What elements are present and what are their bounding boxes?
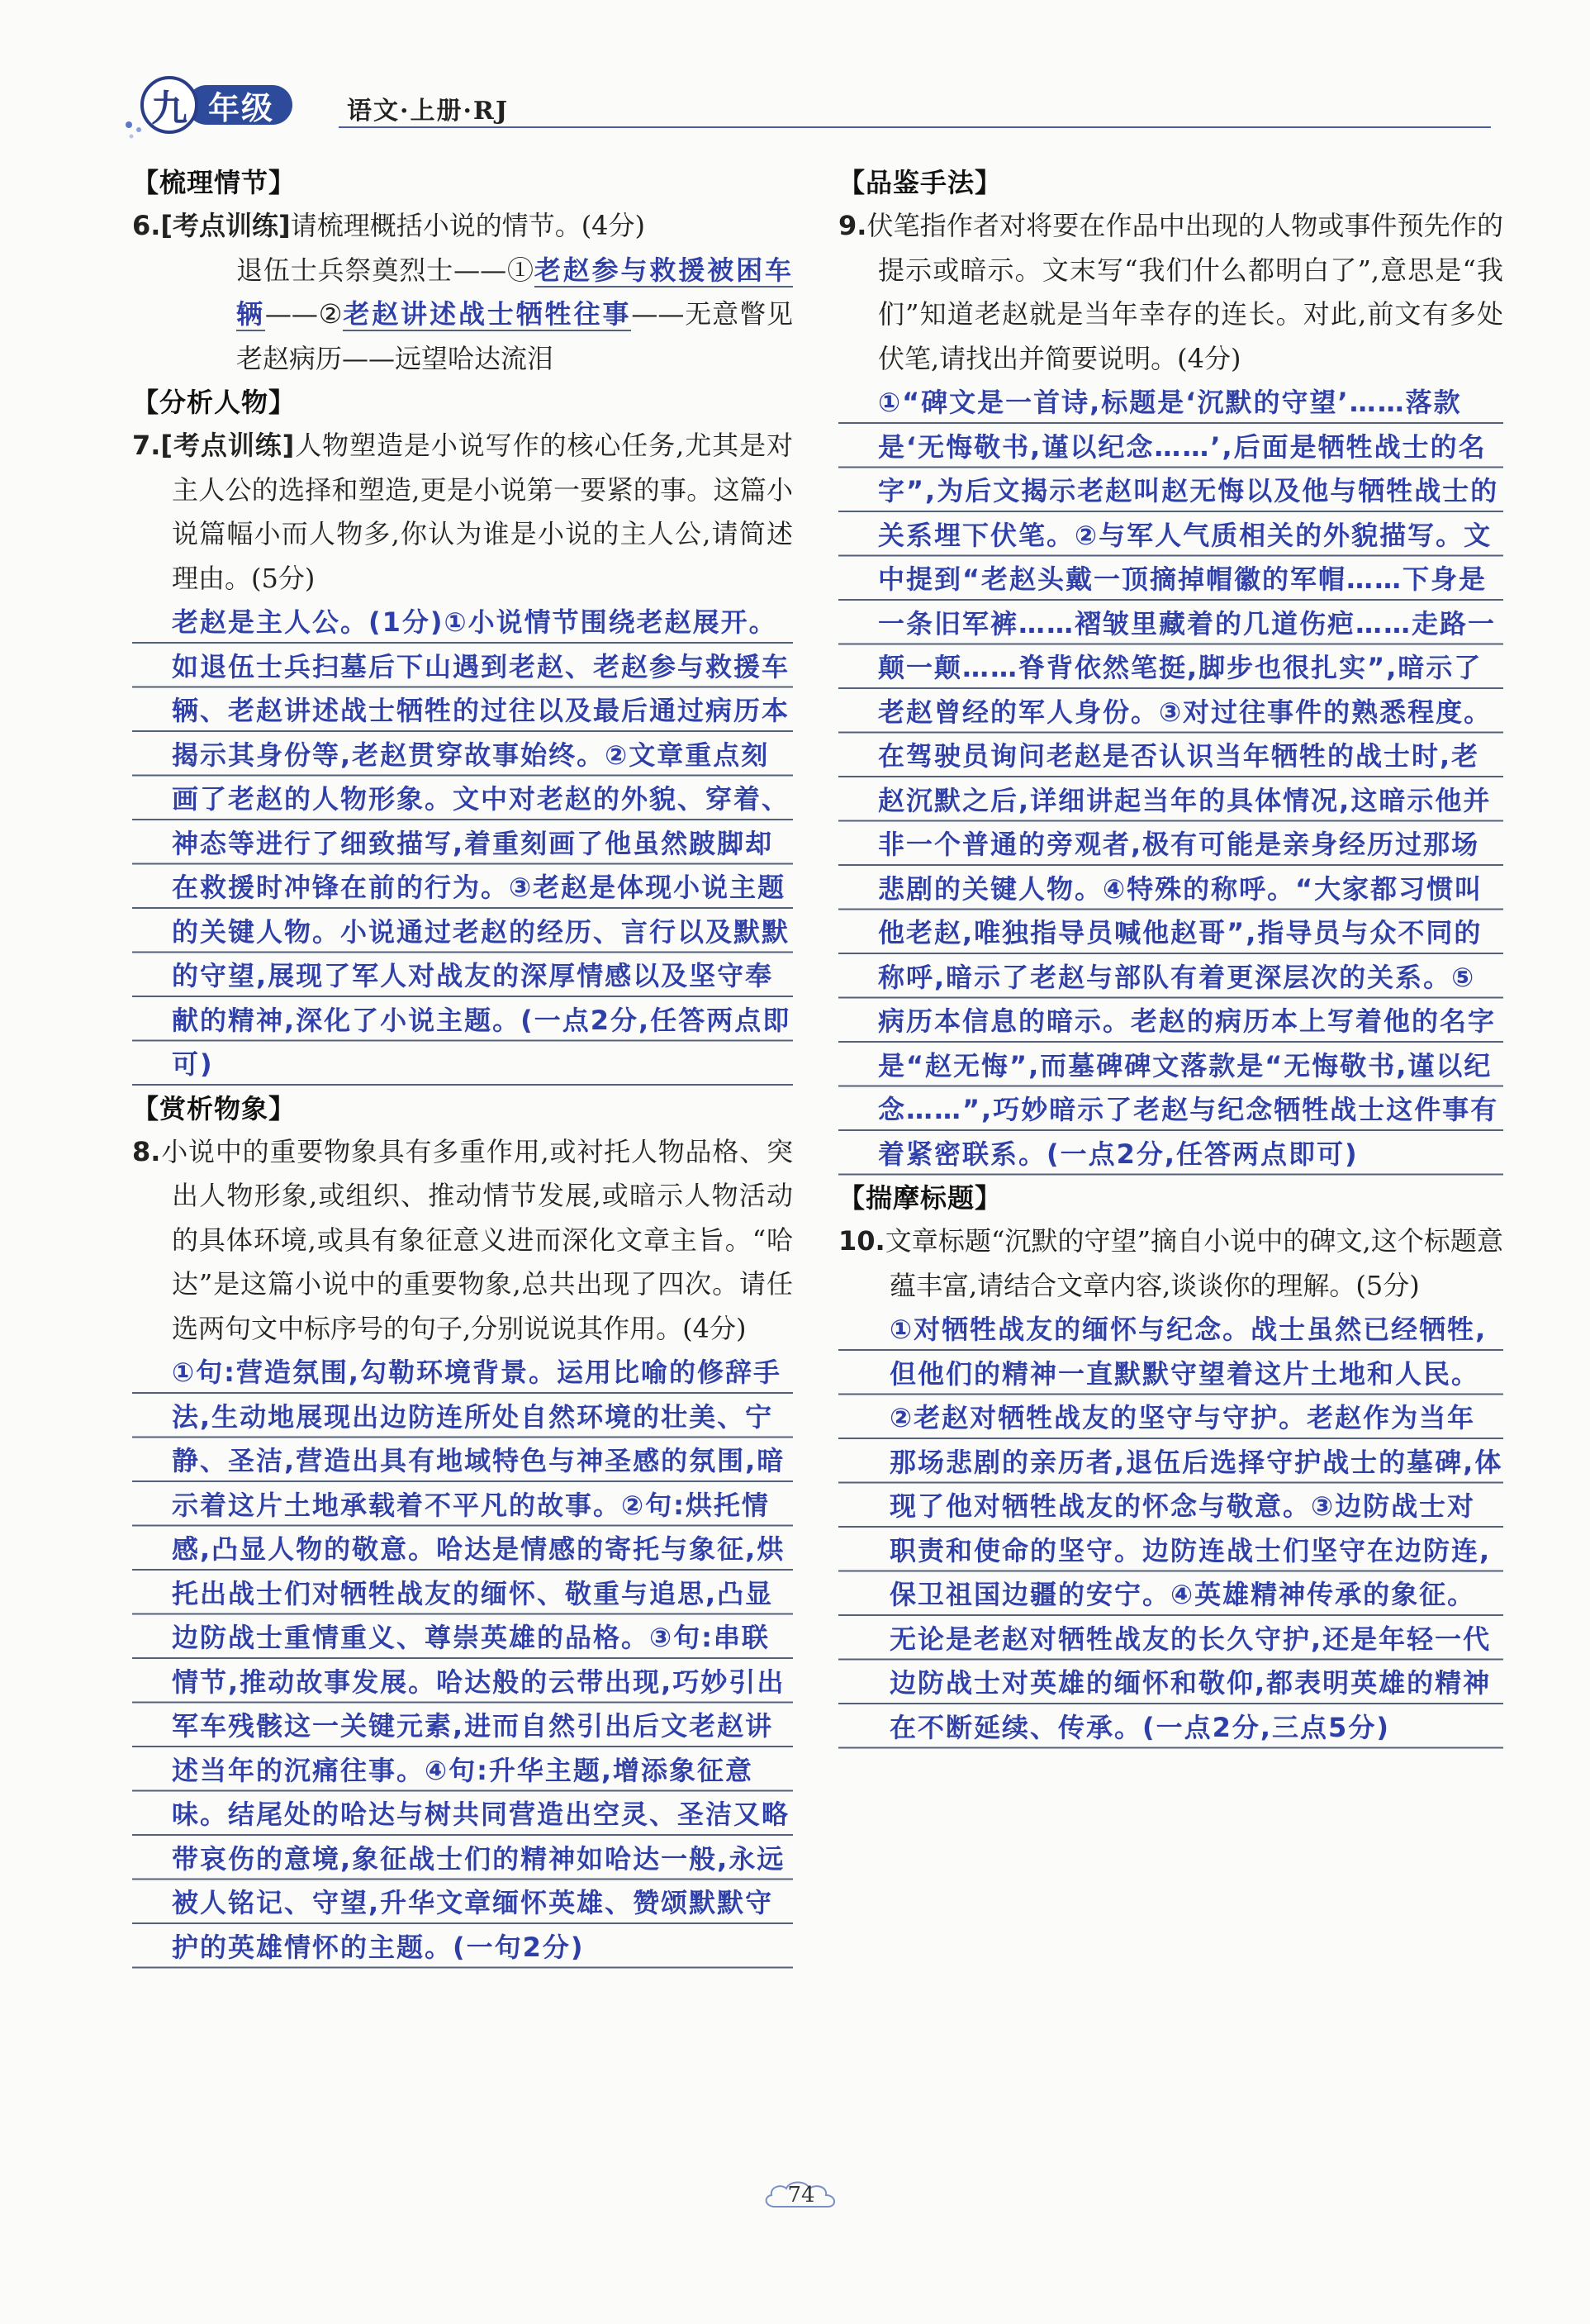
plot-answer-1: 老赵参与救援被困车辆 (236, 254, 793, 330)
question-number: 8. (132, 1135, 161, 1167)
question-text: 伏笔指作者对将要在作品中出现的人物或事件预先作的提示或暗示。文末写“我们什么都明白了”,意思是“我们”知道老赵就是当年幸存的连长。对此,前文有多处伏笔,请找出并简要说明。(4分) (866, 210, 1503, 374)
plot-text: ——② (264, 298, 344, 330)
grade-char: 九 (140, 76, 198, 134)
plot-answer-2: 老赵讲述战士牺牲往事 (343, 298, 632, 330)
page-number-badge (760, 2177, 842, 2213)
question-7 (132, 424, 793, 601)
plot-text: ——无意瞥见老赵病历——远望哈达流泪 (236, 298, 793, 374)
subject-title: 语文·上册·RJ (347, 97, 510, 126)
dots-icon (124, 118, 149, 143)
answer-7: 老赵是主人公。(1分)①小说情节围绕老赵展开。如退伍士兵扫墓后下山遇到老赵、老赵参与救援车辆、老赵讲述战士牺牲的过往以及最后通过病历本揭示其身份等,老赵贯穿故事始终。②文章重点刻画了老赵的人物形象。文中对老赵的外貌、穿着、神态等进行了细致描写,着重刻画了他虽然跛脚却在救援时冲锋在前的行为。③老赵是体现小说主题的关键人物。小说通过老赵的经历、言行以及默默的守望,展现了军人对战友的深厚情感以及坚守奉献的精神,深化了小说主题。(一点2分,任答两点即可) (132, 601, 793, 1087)
question-number: 10. (838, 1225, 885, 1257)
plot-line-1 (132, 249, 793, 382)
answer-9: ①“碑文是一首诗,标题是‘沉默的守望’……落款是‘无悔敬书,谨以纪念……’,后面是牺牲战士的名字”,为后文揭示老赵叫赵无悔以及他与牺牲战士的关系埋下伏笔。②与军人气质相关的外貌描写。文中提到“老赵头戴一顶摘掉帽徽的军帽……下身是一条旧军裤……褶皱里藏着的几道伤疤……走路一颠一颠……脊背依然笔挺,脚步也很扎实”,暗示了老赵曾经的军人身份。③对过往事件的熟悉程度。在驾驶员询问老赵是否认识当年牺牲的战士时,老赵沉默之后,详细讲起当年的具体情况,这暗示他并非一个普通的旁观者,极有可能是亲身经历过那场悲剧的关键人物。④特殊的称呼。“大家都习惯叫他老赵,唯独指导员喊他赵哥”,指导员与众不同的称呼,暗示了老赵与部队有着更深层次的关系。⑤病历本信息的暗示。老赵的病历本上写着他的名字是“赵无悔”,而墓碑碑文落款是“无悔敬书,谨以纪念……”,巧妙暗示了老赵与纪念牺牲战士这件事有着紧密联系。(一点2分,任答两点即可) (838, 381, 1503, 1176)
question-text: 请梳理概括小说的情节。(4分) (290, 210, 646, 241)
grade-label: 年级 (187, 85, 292, 125)
question-text: 人物塑造是小说写作的核心任务,尤其是对主人公的选择和塑造,更是小说第一要紧的事。这篇小说篇幅小而人物多,你认为谁是小说的主人公,请简述理由。(5分) (172, 430, 793, 594)
question-tag: [考点训练] (160, 210, 291, 241)
question-9 (838, 204, 1503, 381)
page-number: 74 (787, 2183, 815, 2208)
grade-badge (140, 78, 322, 131)
section-heading: 【品鉴手法】 (838, 167, 1003, 198)
page-header (140, 78, 1491, 136)
question-tag: [考点训练] (160, 430, 295, 461)
right-column (838, 161, 1503, 1750)
answer-10: ①对牺牲战友的缅怀与纪念。战士虽然已经牺牲,但他们的精神一直默默守望着这片土地和人民。②老赵对牺牲战友的坚守与守护。老赵作为当年那场悲剧的亲历者,退伍后选择守护战士的墓碑,体现了他对牺牲战友的怀念与敬意。③边防战士对职责和使命的坚守。边防连战士们坚守在边防连,保卫祖国边疆的安宁。④英雄精神传承的象征。无论是老赵对牺牲战友的长久守护,还是年轻一代边防战士对英雄的缅怀和敬仰,都表明英雄的精神在不断延续、传承。(一点2分,三点5分) (838, 1308, 1503, 1750)
question-number: 9. (838, 210, 867, 241)
question-number: 6. (132, 210, 161, 241)
left-column (132, 161, 793, 1970)
question-text: 小说中的重要物象具有多重作用,或衬托人物品格、突出人物形象,或组织、推动情节发展,或暗示人物活动的具体环境,或具有象征意义进而深化文章主旨。“哈达”是这篇小说中的重要物象,总共出现了四次。请任选两句文中标序号的句子,分别说说其作用。(4分) (160, 1135, 793, 1344)
plot-text: 退伍士兵祭奠烈士——① (236, 254, 534, 286)
question-text: 文章标题“沉默的守望”摘自小说中的碑文,这个标题意蕴丰富,请结合文章内容,谈谈你的理解。(5分) (885, 1225, 1503, 1301)
header-rule (339, 126, 1491, 128)
section-heading: 【揣摩标题】 (838, 1182, 1003, 1214)
section-heading: 【梳理情节】 (132, 167, 297, 198)
section-heading: 【分析人物】 (132, 387, 297, 418)
question-8 (132, 1130, 793, 1352)
section-heading: 【赏析物象】 (132, 1092, 297, 1124)
question-6 (132, 204, 793, 249)
answer-8: ①句:营造氛围,勾勒环境背景。运用比喻的修辞手法,生动地展现出边防连所处自然环境的壮美、宁静、圣洁,营造出具有地域特色与神圣感的氛围,暗示着这片土地承载着不平凡的故事。②句:烘托情感,凸显人物的敬意。哈达是情感的寄托与象征,烘托出战士们对牺牲战友的缅怀、敬重与追思,凸显边防战士重情重义、尊崇英雄的品格。③句:串联情节,推动故事发展。哈达般的云带出现,巧妙引出军车残骸这一关键元素,进而自然引出后文老赵讲述当年的沉痛往事。④句:升华主题,增添象征意味。结尾处的哈达与树共同营造出空灵、圣洁又略带哀伤的意境,象征战士们的精神如哈达一般,永远被人铭记、守望,升华文章缅怀英雄、赞颂默默守护的英雄情怀的主题。(一句2分) (132, 1351, 793, 1970)
question-number: 7. (132, 430, 161, 461)
question-10 (838, 1219, 1503, 1308)
